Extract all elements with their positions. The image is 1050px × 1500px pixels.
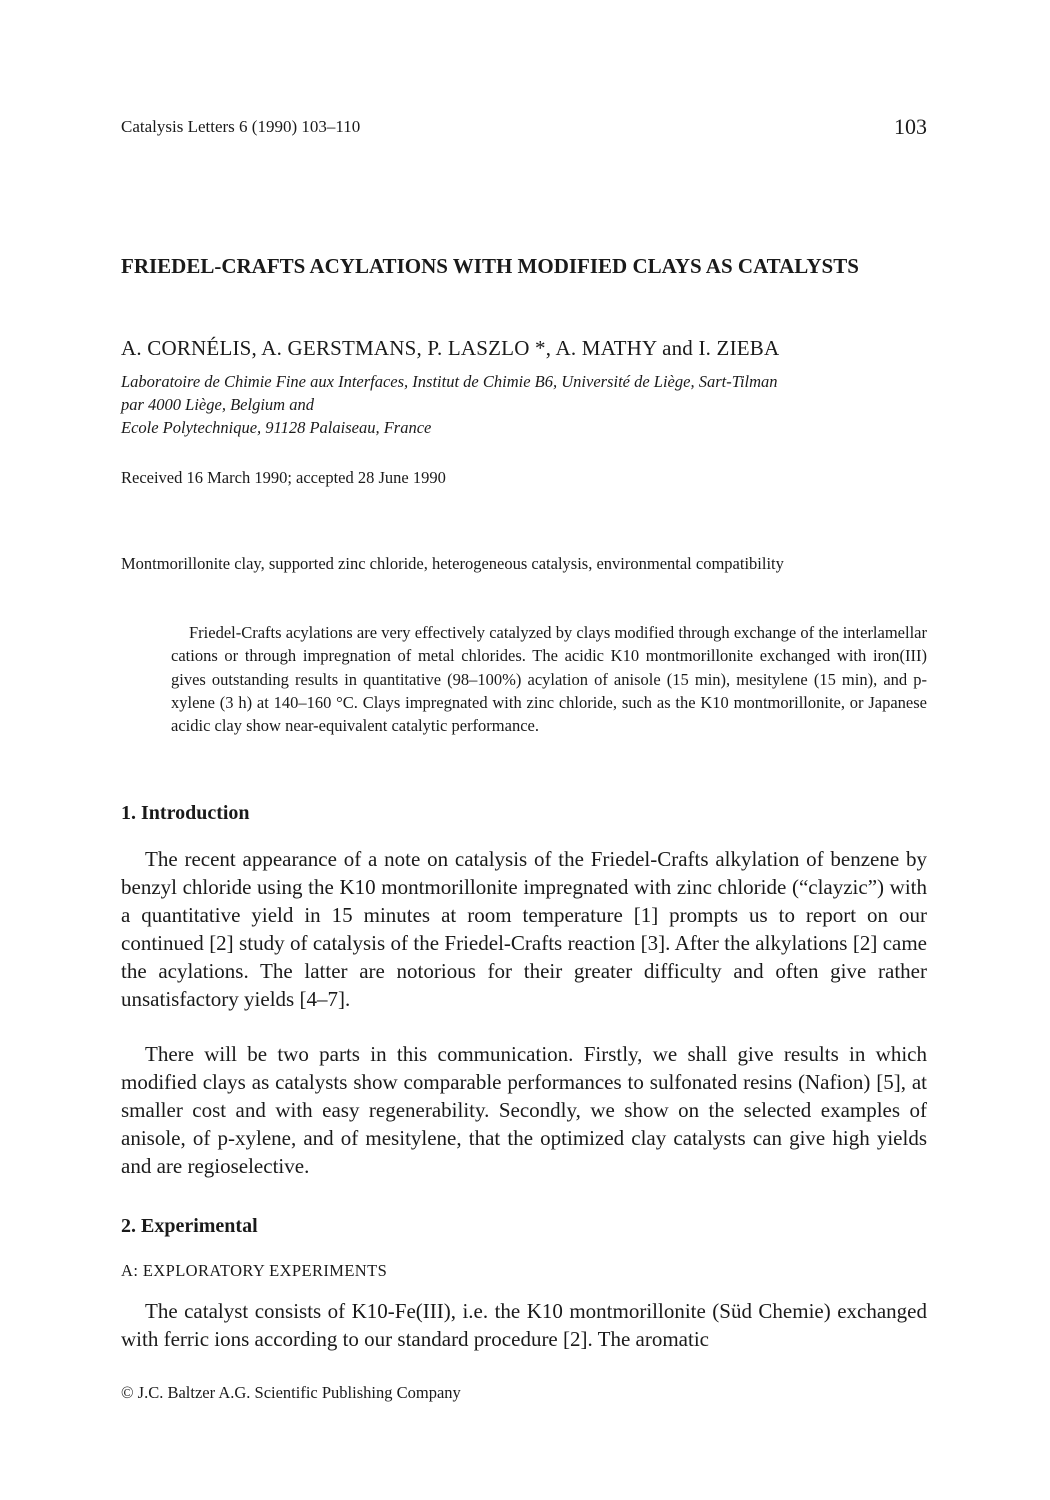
affiliation-line: Ecole Polytechnique, 91128 Palaiseau, France — [121, 418, 432, 437]
affiliation-line: Laboratoire de Chimie Fine aux Interfaces, Institut de Chimie B6, Université de Liège, Sart-Tilman — [121, 372, 778, 391]
section-heading-introduction: 1. Introduction — [121, 802, 250, 824]
keywords: Montmorillonite clay, supported zinc chloride, heterogeneous catalysis, environmental compatibility — [121, 554, 784, 573]
body-paragraph: The recent appearance of a note on catalysis of the Friedel-Crafts alkylation of benzene by benzyl chloride using the K10 montmorillonite impregnated with zinc chloride (“clayzic”) with a quantitative yield in 15 minutes at room temperature [1] prompts us to report on our continued [2] study of catalysis of the Friedel-Crafts reaction [3]. After the alkylations [2] came the acylations. The latter are notorious for their greater difficulty and often give rather unsatisfactory yields [4–7]. — [121, 847, 927, 1011]
received-dates: Received 16 March 1990; accepted 28 June 1990 — [121, 468, 446, 487]
abstract: Friedel-Crafts acylations are very effectively catalyzed by clays modified through exchange of the interlamellar cations or through impregnation of metal chlorides. The acidic K10 montmorillonite exchanged with iron(III) gives outstanding results in quantitative (98–100%) acylation of anisole (15 min), mesitylene (15 min), and p-xylene (3 h) at 140–160 °C. Clays impregnated with zinc chloride, such as the K10 montmorillonite, or Japanese acidic clay show near-equivalent catalytic performance. — [171, 623, 927, 736]
copyright-footer: © J.C. Baltzer A.G. Scientific Publishing Company — [121, 1383, 461, 1402]
author-list: A. CORNÉLIS, A. GERSTMANS, P. LASZLO *, A. MATHY and I. ZIEBA — [121, 336, 780, 360]
affiliation-line: par 4000 Liège, Belgium and — [121, 395, 314, 414]
journal-citation: Catalysis Letters 6 (1990) 103–110 — [121, 117, 361, 136]
page-number: 103 — [894, 114, 927, 139]
affiliation-block — [121, 370, 941, 439]
section-heading-experimental: 2. Experimental — [121, 1215, 258, 1237]
subsection-heading: A: EXPLORATORY EXPERIMENTS — [121, 1261, 388, 1280]
body-paragraph: The catalyst consists of K10-Fe(III), i.e. the K10 montmorillonite (Süd Chemie) exchanged with ferric ions according to our standard procedure [2]. The aromatic — [121, 1299, 927, 1351]
article-title: FRIEDEL-CRAFTS ACYLATIONS WITH MODIFIED CLAYS AS CATALYSTS — [121, 254, 859, 278]
body-paragraph: There will be two parts in this communication. Firstly, we shall give results in which modified clays as catalysts show comparable performances to sulfonated resins (Nafion) [5], at smaller cost and with easy regenerability. Secondly, we show on the selected examples of anisole, of p-xylene, and of mesitylene, that the optimized clay catalysts can give high yields and are regioselective. — [121, 1042, 927, 1178]
